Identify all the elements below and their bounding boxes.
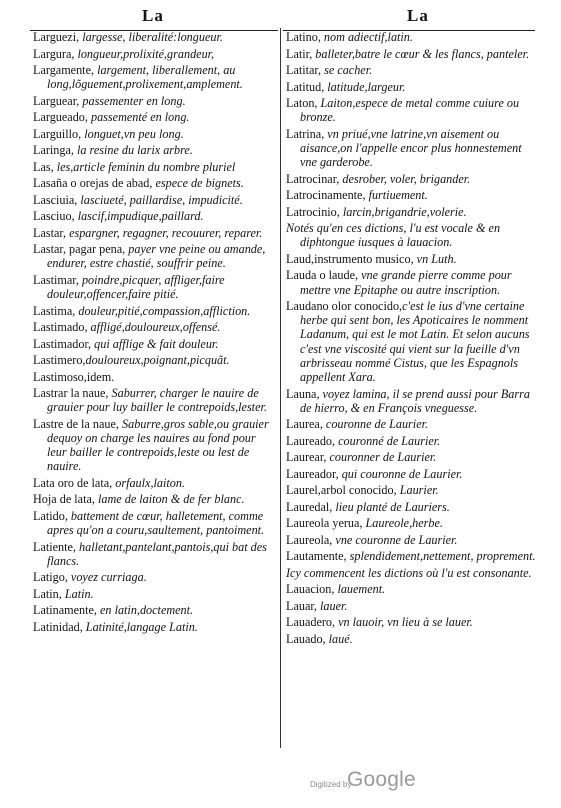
dictionary-entry: [33, 509, 277, 537]
page-header: [0, 4, 561, 28]
entry-headword: Latrina,: [286, 126, 325, 141]
entry-headword: Largura,: [33, 46, 75, 61]
entry-headword: Latido,: [33, 508, 68, 523]
entry-headword: Latrocinamente,: [286, 188, 366, 203]
google-watermark: Google: [347, 768, 416, 791]
entry-headword: Lasciuia,: [33, 192, 78, 207]
dictionary-entry: [286, 47, 536, 61]
entry-gloss: battement de cœur, halletement, comme apres qu'on a couru,saultement, pantoiment.: [47, 508, 265, 538]
dictionary-entry: [286, 205, 536, 219]
dictionary-entry: [286, 268, 536, 296]
dictionary-entry: [33, 30, 277, 44]
entry-gloss: couronne de Laurier.: [322, 417, 429, 432]
dictionary-entry: [33, 273, 277, 301]
entry-gloss: passementé en long.: [87, 110, 190, 125]
entry-gloss: c'est le ius d'vne certaine herbe qui sent bon, les Apoticaires le nomment Ladanum, qui est le mot Latin. Et selon aucuns c'est vne viscosité qui vient sur la fueille d'vn arbrisseau nommé Cistus, que les Espagnols appellent Xara.: [300, 299, 530, 385]
entry-headword: Las,: [33, 159, 54, 174]
entry-gloss: vn priué,vne latrine,vn aisement ou aisance,on l'appelle encor plus honnestement vne garderobe.: [300, 126, 522, 170]
dictionary-entry: [33, 492, 277, 506]
entry-headword: Lauar,: [286, 598, 317, 613]
dictionary-entry: [33, 110, 277, 124]
entry-gloss: espargner, regagner, recouurer, reparer.: [66, 225, 263, 240]
dictionary-entry: [33, 304, 277, 318]
entry-headword: Latino,: [286, 30, 321, 44]
entry-headword: Latigo,: [33, 570, 68, 585]
running-head-right: La: [407, 6, 429, 25]
entry-gloss: latitude,largeur.: [324, 79, 406, 94]
entry-headword: Lauda o laude,: [286, 268, 359, 283]
dictionary-entry: [33, 63, 277, 91]
entry-headword: Larguezi,: [33, 30, 80, 44]
dictionary-entry: [33, 193, 277, 207]
entry-gloss: voyez lamina, il se prend aussi pour Barra de hierro, & en François vneguesse.: [300, 386, 530, 415]
entry-headword: Lastar, pagar pena,: [33, 242, 126, 257]
right-column: [286, 30, 536, 648]
entry-gloss: longuet,vn peu long.: [81, 126, 184, 141]
entry-headword: Laton,: [286, 96, 318, 110]
entry-headword: Latrocinio,: [286, 204, 340, 219]
dictionary-entry: [286, 63, 536, 77]
entry-headword: Lastimador,: [33, 336, 92, 351]
entry-headword: Largueado,: [33, 110, 88, 125]
entry-gloss: furtiuement.: [365, 188, 428, 203]
entry-headword: Laurel,arbol conocido,: [286, 483, 397, 498]
entry-headword: Lauadero,: [286, 615, 336, 630]
entry-gloss: balleter,batre le cœur & les flancs, panteler.: [312, 46, 530, 61]
entry-gloss: vn Luth.: [413, 251, 457, 266]
dictionary-entry: [286, 387, 536, 415]
dictionary-entry: [33, 386, 277, 414]
dictionary-entry: [33, 603, 277, 617]
dictionary-entry: [33, 94, 277, 108]
entry-gloss: lasciueté, paillardise, impudicité.: [77, 192, 243, 207]
running-head-left: La: [142, 6, 164, 25]
entry-gloss: desrober, voler, brigander.: [339, 171, 471, 186]
entry-gloss: douloureux,poignant,picquãt.: [85, 353, 230, 368]
entry-headword: Lasaña o orejas de abad,: [33, 176, 153, 191]
entry-gloss: couronner de Laurier.: [326, 450, 437, 465]
dictionary-entry: [286, 299, 536, 384]
entry-gloss: lascif,impudique,paillard.: [74, 209, 204, 224]
dictionary-entry: [286, 632, 536, 646]
entry-gloss: la resine du larix arbre.: [73, 143, 193, 158]
entry-gloss: affligé,douloureux,offensé.: [87, 320, 221, 335]
dictionary-entry: [33, 370, 277, 384]
dictionary-entry: [33, 587, 277, 601]
dictionary-entry: [33, 476, 277, 490]
left-column: [33, 30, 277, 636]
dictionary-entry: [33, 176, 277, 190]
column-divider: [280, 28, 281, 748]
entry-gloss: Laiton,espece de metal comme cuiure ou bronze.: [300, 96, 520, 125]
entry-gloss: voyez curriaga.: [67, 570, 147, 585]
dictionary-entry: [286, 599, 536, 613]
entry-headword: Lautamente,: [286, 549, 347, 564]
entry-headword: Hoja de lata,: [33, 492, 95, 507]
entry-headword: Latir,: [286, 46, 313, 61]
entry-headword: Laureola,: [286, 532, 333, 547]
entry-gloss: lauer.: [316, 598, 348, 613]
entry-headword: Lastima,: [33, 303, 76, 318]
entry-headword: Latinamente,: [33, 603, 97, 618]
entry-gloss: Latin.: [61, 586, 94, 601]
entry-gloss: espece de bignets.: [152, 176, 244, 191]
entry-headword: Largamente,: [33, 63, 95, 77]
entry-gloss: qui afflige & fait douleur.: [91, 336, 219, 351]
dictionary-entry: [286, 516, 536, 530]
dictionary-entry: [286, 467, 536, 481]
entry-gloss: vne couronne de Laurier.: [332, 532, 458, 547]
dictionary-entry: [286, 188, 536, 202]
digitized-by-label: Digitized by: [310, 780, 352, 789]
dictionary-entry: [286, 30, 536, 44]
dictionary-entry: [33, 143, 277, 157]
entry-gloss: lauement.: [334, 582, 386, 597]
entry-gloss: vn lauoir, vn lieu à se lauer.: [335, 615, 473, 630]
entry-headword: Lastre de la naue,: [33, 416, 119, 431]
dictionary-entry: [286, 533, 536, 547]
entry-headword: Laureola yerua,: [286, 516, 363, 531]
entry-headword: Latin,: [33, 586, 62, 601]
entry-headword: Laureado,: [286, 433, 336, 448]
dictionary-entry: [286, 417, 536, 431]
entry-headword: Lastrar la naue,: [33, 386, 109, 401]
entry-gloss: Saburre,gros sable,ou grauier dequoy on charge les nauires au fond pour leur bailler le contrepoids,leste ou lest de nauire.: [47, 416, 269, 474]
entry-headword: Latinidad,: [33, 619, 83, 634]
dictionary-entry: [33, 320, 277, 334]
page-footer: [0, 768, 561, 798]
dictionary-entry: [33, 620, 277, 634]
entry-headword: Lasciuo,: [33, 209, 75, 224]
dictionary-entry: [286, 615, 536, 629]
entry-gloss: orfaulx,laiton.: [112, 475, 185, 490]
entry-headword: Lastar,: [33, 225, 67, 240]
dictionary-entry: [286, 221, 536, 249]
dictionary-entry: [286, 80, 536, 94]
entry-gloss: largement, liberallement, au long,lõguement,prolixement,amplement.: [47, 63, 243, 92]
entry-headword: Launa,: [286, 386, 320, 401]
entry-gloss: lieu planté de Lauriers.: [332, 499, 450, 514]
entry-headword: Lata oro de lata,: [33, 475, 113, 490]
entry-gloss: Saburrer, charger le nauire de grauier pour luy bailler le contrepoids,lester.: [47, 386, 267, 415]
entry-gloss: Laureole,herbe.: [362, 516, 443, 531]
entry-headword: Lastimar,: [33, 272, 79, 287]
entry-headword: Laureador,: [286, 466, 339, 481]
dictionary-entry: [33, 47, 277, 61]
entry-gloss: splendidement,nettement, proprement.: [346, 549, 536, 564]
entry-gloss: se cacher.: [321, 63, 373, 77]
entry-headword: Laurear,: [286, 450, 327, 465]
entry-gloss: laué.: [325, 631, 353, 646]
dictionary-entry: [286, 566, 536, 580]
entry-headword: Laudano olor conocido,: [286, 299, 403, 314]
entry-headword: Latitar,: [286, 63, 322, 77]
dictionary-entry: [33, 337, 277, 351]
dictionary-entry: [286, 549, 536, 563]
entry-headword: Lauado,: [286, 631, 326, 646]
entry-gloss: Icy commencent les dictions où l'u est consonante.: [286, 565, 532, 580]
entry-headword: Lastimado,: [33, 320, 88, 335]
entry-gloss: les,article feminin du nombre pluriel: [53, 159, 236, 174]
entry-gloss: en latin,doctement.: [96, 603, 194, 618]
entry-headword: Laud,instrumento musico,: [286, 251, 414, 266]
entry-headword: Latiente,: [33, 539, 76, 554]
dictionary-entry: [33, 417, 277, 474]
entry-headword: Larguear,: [33, 93, 80, 108]
entry-gloss: passementer en long.: [79, 93, 186, 108]
dictionary-entry: [286, 96, 536, 124]
dictionary-entry: [33, 226, 277, 240]
dictionary-entry: [286, 434, 536, 448]
entry-headword: Latrocinar,: [286, 171, 340, 186]
entry-headword: Lastimero,: [33, 353, 86, 368]
dictionary-entry: [286, 582, 536, 596]
dictionary-entry: [33, 540, 277, 568]
entry-gloss: larcin,brigandrie,volerie.: [339, 204, 467, 219]
entry-headword: Laringa,: [33, 143, 74, 158]
dictionary-entry: [33, 209, 277, 223]
dictionary-entry: [286, 127, 536, 170]
entry-headword: Lauredal,: [286, 499, 333, 514]
entry-gloss: poindre,picquer, affliger,faire douleur,offencer,faire pitié.: [47, 272, 225, 302]
dictionary-entry: [33, 160, 277, 174]
entry-headword: Lauacion,: [286, 582, 335, 597]
entry-headword: Lastimoso,idem.: [33, 369, 115, 384]
entry-gloss: nom adiectif,latin.: [320, 30, 413, 44]
dictionary-entry: [286, 450, 536, 464]
dictionary-entry: [33, 353, 277, 367]
entry-gloss: longueur,prolixité,grandeur,: [74, 46, 215, 61]
dictionary-entry: [33, 242, 277, 270]
entry-gloss: largesse, liberalité:longueur.: [79, 30, 223, 44]
entry-gloss: halletant,pantelant,pantois,qui bat des flancs.: [47, 539, 267, 568]
entry-gloss: Latinité,langage Latin.: [82, 619, 198, 634]
entry-headword: Laurea,: [286, 417, 323, 432]
entry-gloss: vne grande pierre comme pour mettre vne Epitaphe ou autre inscription.: [300, 268, 512, 297]
entry-gloss: Laurier.: [396, 483, 439, 498]
entry-gloss: Notés qu'en ces dictions, l'u est vocale & en diphtongue iusques à lauacion.: [286, 221, 501, 250]
entry-headword: Larguillo,: [33, 126, 82, 141]
dictionary-entry: [286, 172, 536, 186]
dictionary-entry: [33, 570, 277, 584]
dictionary-entry: [286, 483, 536, 497]
entry-gloss: qui couronne de Laurier.: [338, 466, 463, 481]
entry-gloss: lame de laiton & de fer blanc.: [94, 492, 245, 507]
entry-headword: Latitud,: [286, 79, 325, 94]
entry-gloss: payer vne peine ou amande, endurer, estre chastié, souffrir peine.: [47, 242, 266, 271]
dictionary-entry: [286, 252, 536, 266]
dictionary-entry: [286, 500, 536, 514]
dictionary-entry: [33, 127, 277, 141]
entry-gloss: douleur,pitié,compassion,affliction.: [75, 303, 251, 318]
entry-gloss: couronné de Laurier.: [335, 433, 441, 448]
